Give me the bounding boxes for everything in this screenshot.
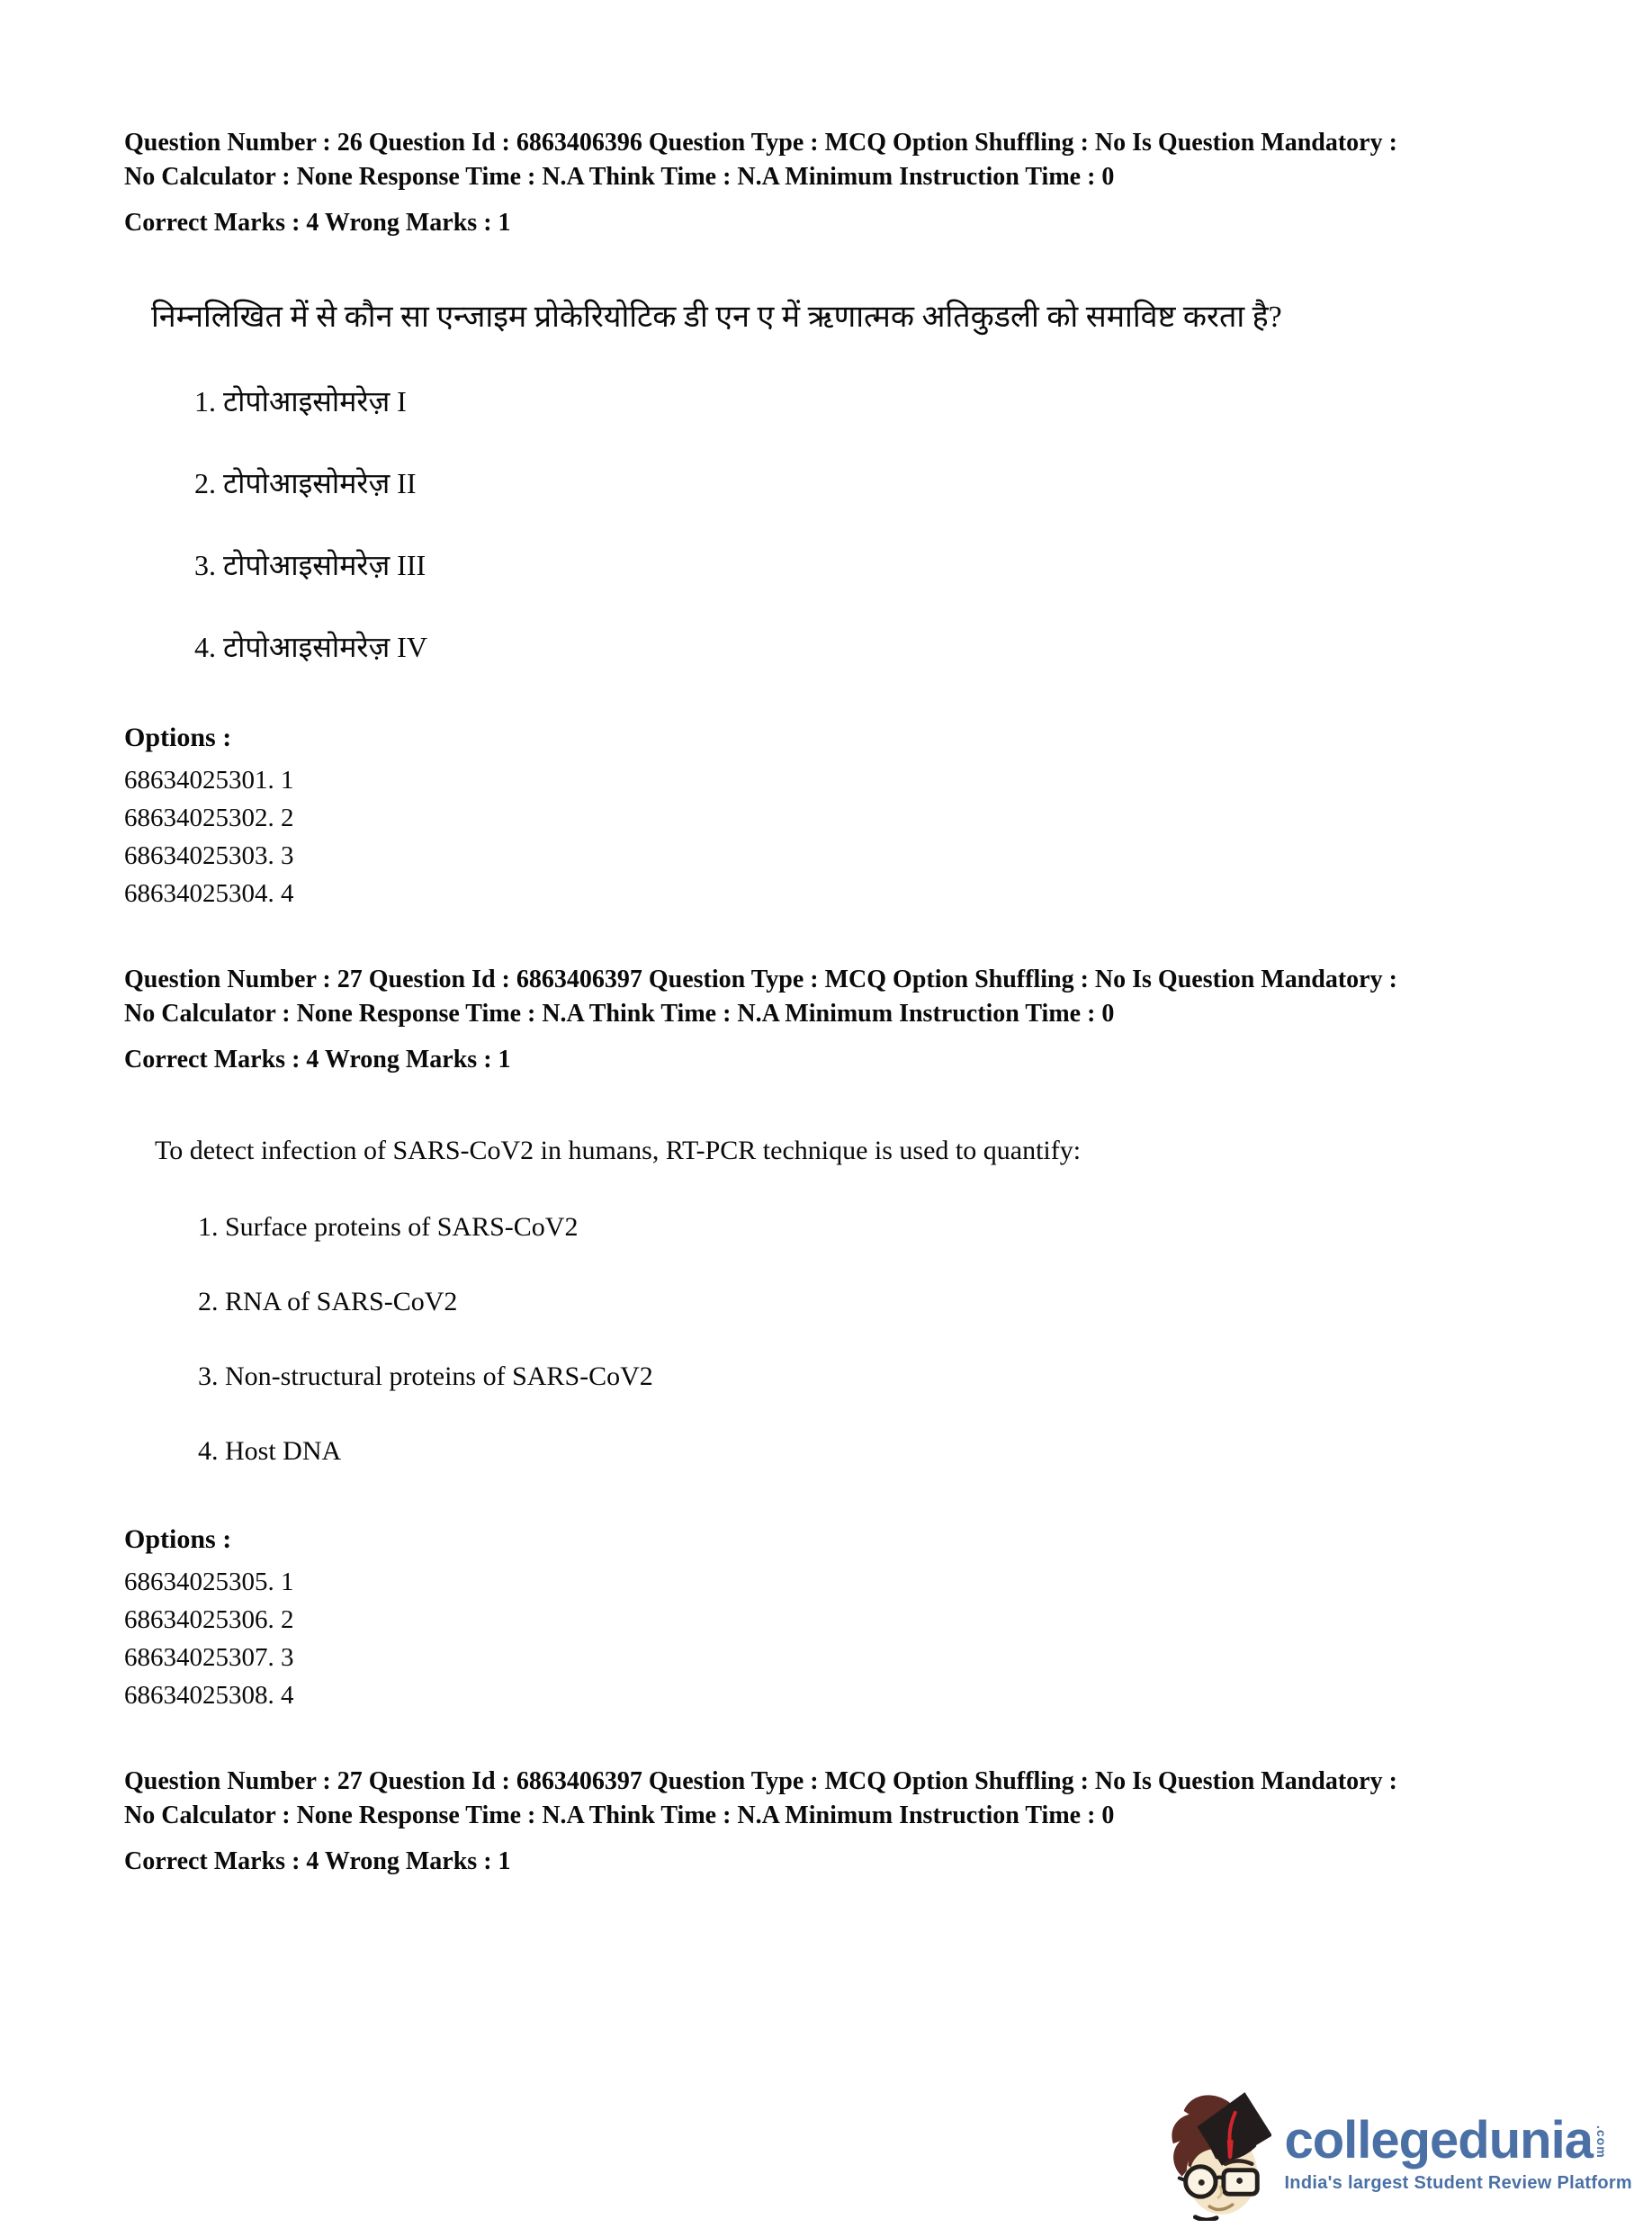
question-26-option-id-2: 68634025302. 2 <box>124 804 294 833</box>
question-26-choice-2: 2. टोपोआइसोमरेज़ II <box>194 466 417 499</box>
questions-area <box>124 126 1562 1879</box>
question-27-choice-3: 3. Non-structural proteins of SARS-CoV2 <box>198 1361 653 1391</box>
question-26-options-label: Options : <box>124 723 232 753</box>
question-block-27-repeat <box>124 1765 1562 1879</box>
question-27-choice-list <box>124 1209 1562 1469</box>
question-26-option-id-1: 68634025301. 1 <box>124 766 294 795</box>
question-26-choice-1: 1. टोपोआइसोमरेज़ I <box>194 384 407 418</box>
brand-name: collegedunia <box>1284 2111 1593 2170</box>
question-27-choice-1: 1. Surface proteins of SARS-CoV2 <box>198 1211 579 1242</box>
collegedunia-logo <box>1165 2088 1632 2221</box>
question-27-repeat-meta-line-2: No Calculator : None Response Time : N.A Think Time : N.A Minimum Instruction Time : 0 <box>124 1801 1115 1829</box>
question-27-repeat-marks-line: Correct Marks : 4 Wrong Marks : 1 <box>124 1846 511 1875</box>
brand-tagline: India's largest Student Review Platform <box>1284 2173 1632 2193</box>
question-26-meta-line-2: No Calculator : None Response Time : N.A Think Time : N.A Minimum Instruction Time : 0 <box>124 163 1115 191</box>
question-27-option-id-1: 68634025305. 1 <box>124 1567 294 1596</box>
question-26-text: निम्नलिखित में से कौन सा एन्जाइम प्रोकेरियोटिक डी एन ए में ऋणात्मक अतिकुडली को समाविष्ट करता है? <box>151 301 1282 334</box>
question-27-option-id-3: 68634025307. 3 <box>124 1642 294 1672</box>
question-26-meta <box>124 126 1562 240</box>
question-27-meta <box>124 963 1562 1077</box>
question-block-26 <box>124 126 1562 912</box>
question-27-meta-line-1: Question Number : 27 Question Id : 6863406397 Question Type : MCQ Option Shuffling : No Is Question Mandatory : <box>124 966 1397 994</box>
question-26-marks-line: Correct Marks : 4 Wrong Marks : 1 <box>124 209 511 237</box>
question-26-choice-4: 4. टोपोआइसोमरेज़ IV <box>194 631 427 664</box>
brand-row <box>1284 2111 1632 2170</box>
question-27-option-id-4: 68634025308. 4 <box>124 1680 294 1710</box>
question-27-options-label: Options : <box>124 1523 232 1554</box>
question-26-option-id-list <box>124 761 1562 912</box>
question-27-choice-4: 4. Host DNA <box>198 1435 342 1466</box>
question-26-choice-3: 3. टोपोआइसोमरेज़ III <box>194 548 426 581</box>
question-27-meta-line-2: No Calculator : None Response Time : N.A Think Time : N.A Minimum Instruction Time : 0 <box>124 1000 1115 1029</box>
brand-domain-suffix: .com <box>1594 2125 1609 2159</box>
question-27-text: To detect infection of SARS-CoV2 in humans, RT-PCR technique is used to quantify: <box>155 1136 1082 1166</box>
question-26-choice-list <box>124 382 1562 668</box>
question-27-option-id-list <box>124 1563 1562 1714</box>
question-27-choice-2: 2. RNA of SARS-CoV2 <box>198 1286 458 1316</box>
question-26-option-id-3: 68634025303. 3 <box>124 841 294 871</box>
question-27-marks-line: Correct Marks : 4 Wrong Marks : 1 <box>124 1046 511 1074</box>
question-27-option-id-2: 68634025306. 2 <box>124 1604 294 1634</box>
question-27-repeat-meta-line-1: Question Number : 27 Question Id : 6863406397 Question Type : MCQ Option Shuffling : No Is Question Mandatory : <box>124 1766 1397 1795</box>
graduate-boy-mascot-icon <box>1165 2088 1271 2221</box>
question-26-option-id-4: 68634025304. 4 <box>124 879 294 909</box>
question-block-27 <box>124 963 1562 1714</box>
question-27-repeat-meta <box>124 1765 1562 1879</box>
question-26-meta-line-1: Question Number : 26 Question Id : 6863406396 Question Type : MCQ Option Shuffling : No Is Question Mandatory : <box>124 129 1397 157</box>
logo-text-block <box>1284 2111 1632 2194</box>
